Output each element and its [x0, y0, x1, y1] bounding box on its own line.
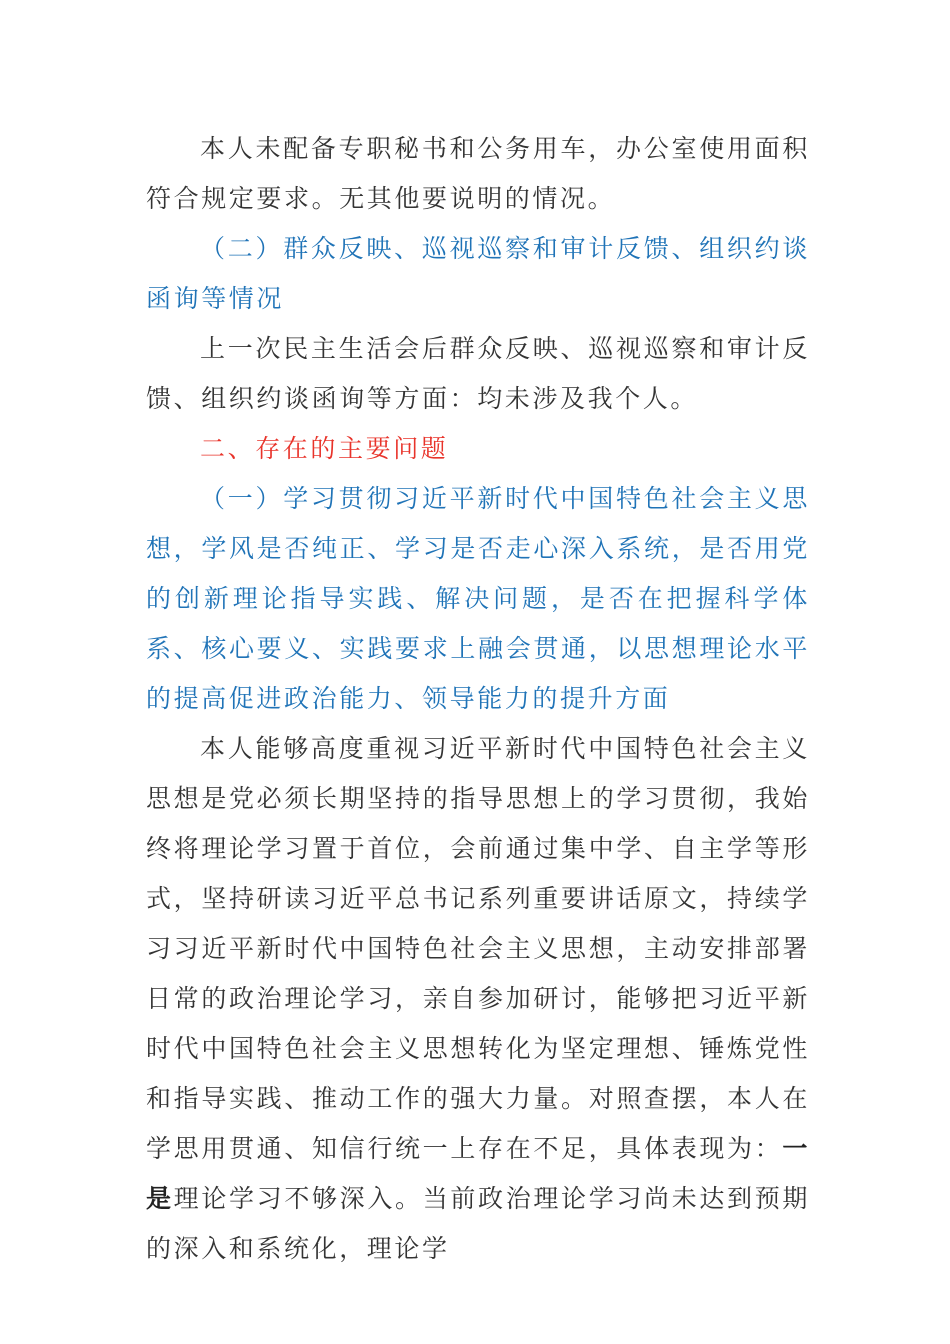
- paragraph-study-self-review: [146, 724, 810, 1274]
- paragraph-feedback-result: 上一次民主生活会后群众反映、巡视巡察和审计反馈、组织约谈函询等方面：均未涉及我个人。: [146, 334, 810, 413]
- study-review-text-continued: 理论学习不够深入。当前政治理论学习尚未达到预期的深入和系统化，理论学: [146, 1184, 810, 1263]
- paragraph-office-conditions: 本人未配备专职秘书和公务用车，办公室使用面积符合规定要求。无其他要说明的情况。: [146, 134, 810, 213]
- first-point-marker: 一是: [146, 1134, 810, 1213]
- section-heading-main-problems: 二、存在的主要问题: [200, 434, 449, 463]
- subheading-mass-feedback: （二）群众反映、巡视巡察和审计反馈、组织约谈函询等情况: [146, 234, 810, 313]
- document-body: [146, 124, 810, 1274]
- subheading-study-thought: （一）学习贯彻习近平新时代中国特色社会主义思想，学风是否纯正、学习是否走心深入系统，是否用党的创新理论指导实践、解决问题，是否在把握科学体系、核心要义、实践要求上融会贯通，以思想理论水平的提高促进政治能力、领导能力的提升方面: [146, 484, 810, 713]
- study-review-text: 本人能够高度重视习近平新时代中国特色社会主义思想是党必须长期坚持的指导思想上的学习贯彻，我始终将理论学习置于首位，会前通过集中学、自主学等形式，坚持研读习近平总书记系列重要讲话原文，持续学习习近平新时代中国特色社会主义思想，主动安排部署日常的政治理论学习，亲自参加研讨，能够把习近平新时代中国特色社会主义思想转化为坚定理想、锤炼党性和指导实践、推动工作的强大力量。对照查摆，本人在学思用贯通、知信行统一上存在不足，具体表现为：: [146, 734, 810, 1163]
